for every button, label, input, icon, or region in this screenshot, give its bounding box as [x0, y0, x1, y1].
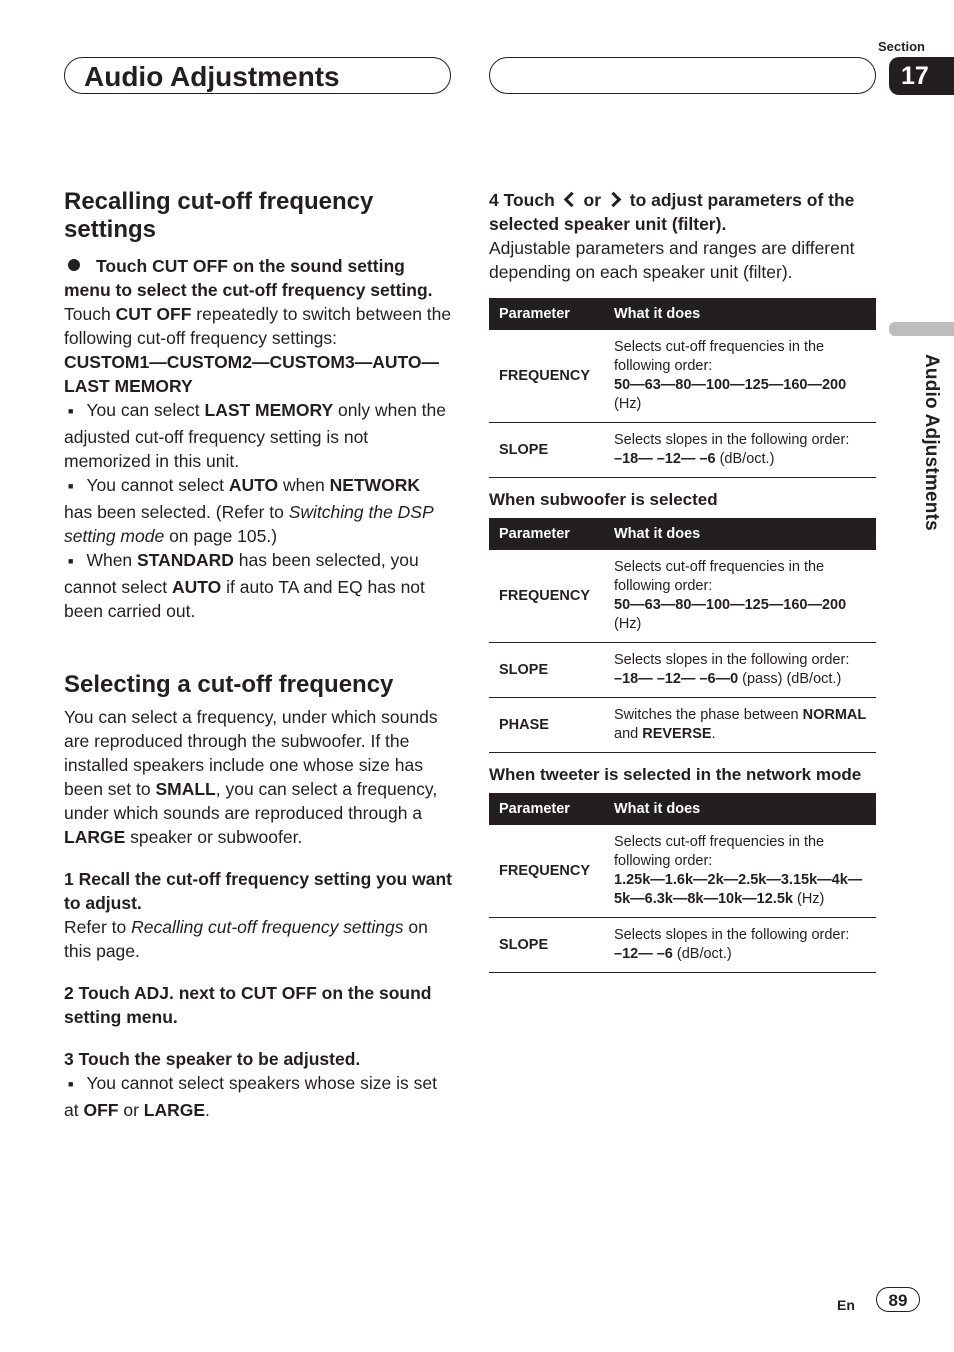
- subwoofer-caption: When subwoofer is selected: [489, 490, 718, 509]
- section-label: Section: [878, 39, 925, 54]
- table-row: FREQUENCY Selects cut-off frequencies in the following order: 50—63—80—100—125—160—200 (Hz): [489, 550, 876, 643]
- selecting-heading: Selecting a cut-off frequency: [64, 671, 394, 698]
- note-last-memory: ■ You can select LAST MEMORY only when the adjusted cut-off frequency setting is not memorized in this unit.: [64, 398, 452, 473]
- section-number: 17: [889, 57, 954, 95]
- page-number: 89: [876, 1287, 920, 1312]
- note-standard: ■ When STANDARD has been selected, you cannot select AUTO if auto TA and EQ has not been carried out.: [64, 548, 452, 623]
- cutoff-sequence: CUSTOM1—CUSTOM2—CUSTOM3—AUTO—LAST MEMORY: [64, 352, 439, 396]
- page-title: Audio Adjustments: [84, 61, 340, 92]
- tweeter-caption: When tweeter is selected in the network mode: [489, 765, 862, 784]
- right-column: [489, 188, 876, 973]
- table-row: FREQUENCY Selects cut-off frequencies in the following order: 50—63—80—100—125—160—200 (Hz): [489, 330, 876, 423]
- step-4-body: Adjustable parameters and ranges are different depending on each speaker unit (filter).: [489, 238, 855, 282]
- col-what: What it does: [604, 518, 876, 550]
- tweeter-table: [489, 793, 876, 973]
- col-parameter: Parameter: [489, 518, 604, 550]
- table-row: SLOPE Selects slopes in the following order: –18— –12— –6 (dB/oct.): [489, 423, 876, 478]
- table-row: FREQUENCY Selects cut-off frequencies in the following order: 1.25k—1.6k—2k—2.5k—3.15k—4k—5k—6.3k—8k—10k—12.5k (Hz): [489, 825, 876, 918]
- recalling-body: Touch CUT OFF repeatedly to switch between the following cut-off frequency settings:: [64, 304, 452, 348]
- chevron-left-icon: [563, 192, 579, 208]
- side-tab-label: Audio Adjustments: [921, 354, 942, 531]
- left-column: [64, 188, 452, 1122]
- step-2: 2 Touch ADJ. next to CUT OFF on the sound setting menu.: [64, 983, 432, 1027]
- filter-table: [489, 298, 876, 478]
- col-parameter: Parameter: [489, 298, 604, 330]
- language-label: En: [837, 1297, 855, 1313]
- step-3-note: ■ You cannot select speakers whose size is set at OFF or LARGE.: [64, 1071, 452, 1122]
- bullet-dot-icon: [68, 259, 80, 271]
- table-row: SLOPE Selects slopes in the following order: –12— –6 (dB/oct.): [489, 918, 876, 973]
- col-what: What it does: [604, 793, 876, 825]
- table-row: SLOPE Selects slopes in the following order: –18— –12— –6—0 (pass) (dB/oct.): [489, 643, 876, 698]
- col-parameter: Parameter: [489, 793, 604, 825]
- step-3: 3 Touch the speaker to be adjusted.: [64, 1049, 361, 1069]
- recalling-heading: Recalling cut-off frequency settings: [64, 188, 374, 243]
- step-4: 4 Touch or to adjust parameters of the selected speaker unit (filter).: [489, 190, 855, 234]
- recalling-step: Touch CUT OFF on the sound setting menu to select the cut-off frequency setting.: [64, 256, 433, 300]
- col-what: What it does: [604, 298, 876, 330]
- table-row: PHASE Switches the phase between NORMAL and REVERSE.: [489, 698, 876, 753]
- subwoofer-table: [489, 518, 876, 753]
- side-tab-marker: [889, 322, 954, 336]
- header-blank-frame: [489, 57, 876, 94]
- selecting-body: You can select a frequency, under which sounds are reproduced through the subwoofer. If the installed speakers include one whose size has been set to SMALL, you can select a frequency, under which sounds are reproduced through a LARGE speaker or subwoofer.: [64, 707, 438, 847]
- step-1: 1 Recall the cut-off frequency setting you want to adjust.: [64, 869, 452, 913]
- step-1-body: Refer to Recalling cut-off frequency settings on this page.: [64, 917, 428, 961]
- note-auto-network: ■ You cannot select AUTO when NETWORK has been selected. (Refer to Switching the DSP setting mode on page 105.): [64, 473, 452, 548]
- chevron-right-icon: [606, 192, 622, 208]
